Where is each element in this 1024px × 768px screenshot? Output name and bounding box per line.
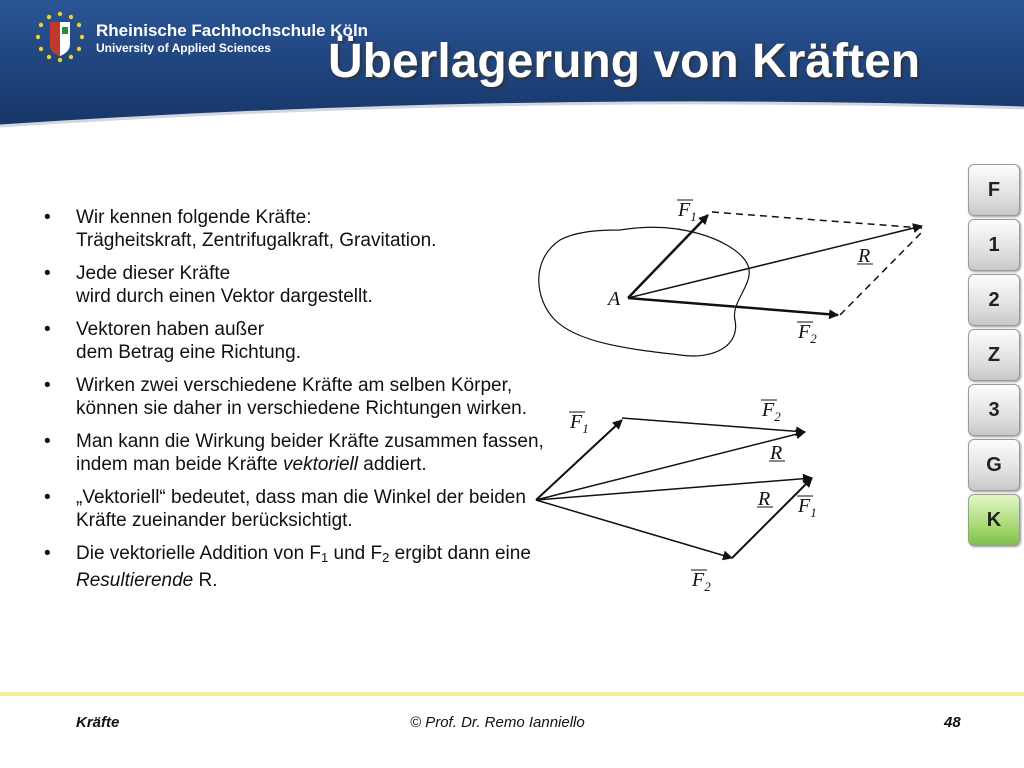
- nav-button-z[interactable]: Z: [968, 329, 1020, 381]
- label-r-lower: [757, 488, 773, 510]
- label-r-top: [857, 245, 873, 267]
- bullet-item: • Wir kennen folgende Kräfte: Trägheitskraft, Zentrifugalkraft, Gravitation.: [44, 206, 544, 252]
- resultant-r-arrow: [628, 226, 922, 298]
- label-r-upper: [769, 442, 785, 464]
- parallelogram-dash-top: [712, 212, 922, 228]
- bullet-item: • Die vektorielle Addition von $F_1$ und $F_2$ ergibt dann eine Resultierende R.: [44, 542, 544, 592]
- svg-text:F1: $F_1$: [570, 411, 589, 436]
- nav-button-k[interactable]: K: [968, 494, 1020, 546]
- f2-lower-arrow: [536, 500, 732, 558]
- svg-text:F2: $F_2$: [692, 569, 711, 594]
- vector-diagram: [528, 188, 948, 608]
- bullet-item: • Jede dieser Kräfte wird durch einen Vektor dargestellt.: [44, 262, 544, 308]
- nav-button-1[interactable]: 1: [968, 219, 1020, 271]
- bullet-list: [44, 206, 544, 602]
- page-number: 48: [944, 714, 961, 731]
- bullet-item: • Man kann die Wirkung beider Kräfte zusammen fassen, indem man beide Kräfte vektoriell addiert.: [44, 430, 544, 476]
- university-name: Rheinische Fachhochschule Köln: [96, 21, 369, 40]
- nav-button-g[interactable]: G: [968, 439, 1020, 491]
- force-f2-arrow: [628, 298, 838, 315]
- body-outline: [539, 227, 749, 356]
- parallelogram-dash-right: [840, 232, 922, 315]
- footer-divider: [0, 692, 1024, 696]
- label-f2-lower: [691, 569, 711, 594]
- label-f2-upper: [761, 399, 781, 424]
- navigation-bar: [968, 164, 1024, 549]
- svg-text:F2: $F_2$: [798, 321, 817, 346]
- label-f1-top: [677, 199, 697, 224]
- nav-button-3[interactable]: 3: [968, 384, 1020, 436]
- header-banner: [0, 0, 1024, 130]
- svg-text:R: R: [770, 442, 783, 464]
- bullet-item: • Vektoren haben außer dem Betrag eine Richtung.: [44, 318, 544, 364]
- footer-topic: Kräfte: [76, 714, 120, 731]
- bullet-item: • „Vektoriell“ bedeutet, dass man die Winkel der beiden Kräfte zueinander berücksichtigt.: [44, 486, 544, 532]
- f1-lower-arrow: [732, 478, 812, 558]
- svg-text:F2: $F_2$: [762, 399, 781, 424]
- label-f1-upper: [569, 411, 589, 436]
- university-subtitle: University of Applied Sciences: [96, 41, 271, 55]
- svg-text:F1: $F_1$: [798, 495, 817, 520]
- slide-title: Überlagerung von Kräften: [328, 35, 921, 88]
- label-f2-top: [797, 321, 817, 346]
- bullet-item: • Wirken zwei verschiedene Kräfte am selben Körper, können sie daher in verschiedene Richtungen wirken.: [44, 374, 544, 420]
- label-f1-lower: [797, 495, 817, 520]
- svg-text:R: R: [758, 488, 771, 510]
- label-a: A: [608, 288, 621, 310]
- svg-text:F1: $F_1$: [678, 199, 697, 224]
- nav-button-f[interactable]: F: [968, 164, 1020, 216]
- footer-copyright: © Prof. Dr. Remo Ianniello: [410, 714, 585, 731]
- nav-button-2[interactable]: 2: [968, 274, 1020, 326]
- svg-text:R: R: [858, 245, 871, 267]
